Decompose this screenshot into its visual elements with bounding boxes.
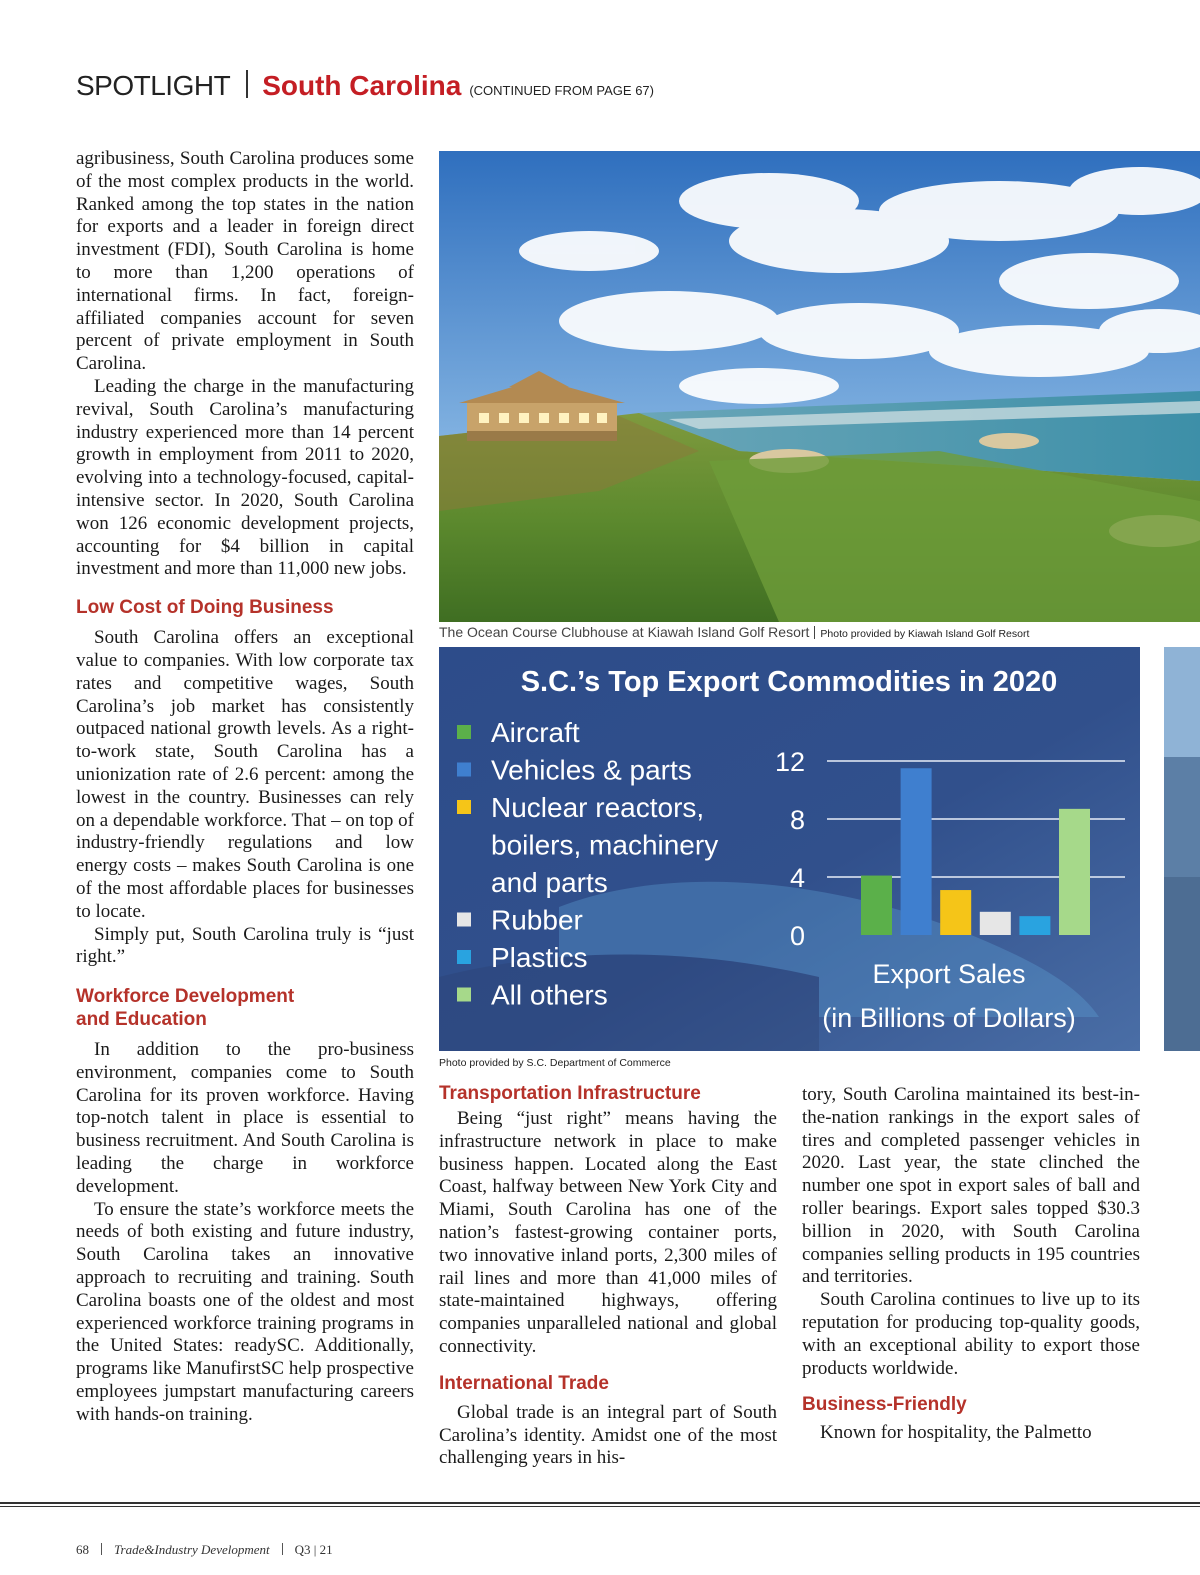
y-tick-label: 4: [789, 863, 805, 893]
bar: [940, 890, 971, 935]
paragraph: Simply put, South Carolina truly is “just right.”: [76, 923, 414, 968]
page-header: [76, 70, 1176, 110]
section-label: SPOTLIGHT: [76, 70, 231, 101]
export-chart-svg: [439, 647, 1140, 1051]
x-axis-label-line2: (in Billions of Dollars): [822, 1003, 1076, 1033]
bar: [980, 912, 1011, 935]
y-tick-label: 12: [774, 747, 805, 777]
page-footer: [76, 1542, 333, 1558]
subhead-line: and Education: [76, 1009, 207, 1031]
legend-label: Vehicles & parts: [491, 754, 692, 786]
paragraph: agribusiness, South Carolina produces some of the most complex products in the world. Ranked among the top states in the nation for exports and a leader in foreign direct investment (FDI), South Carolina is home to more than 1,200 operations of international firms. In fact, foreign-affiliated companies account for seven percent of private employment in South Carolina.: [76, 148, 414, 375]
bar: [1019, 916, 1050, 935]
legend-label: Plastics: [491, 942, 588, 973]
caption-text: The Ocean Course Clubhouse at Kiawah Island Golf Resort: [439, 624, 810, 640]
legend-label: and parts: [491, 867, 608, 898]
page-number: 68: [76, 1542, 89, 1557]
subhead-line: Workforce Development: [76, 986, 295, 1008]
subhead-low-cost: Low Cost of Doing Business: [76, 597, 334, 619]
legend-swatch: [457, 725, 471, 739]
paragraph: South Carolina offers an exceptional value to companies. With low corporate tax rates and competitive wages, South Carolina’s job market has consistently outpaced national growth levels. As a right-to-work state, South Carolina has a unionization rate of 2.6 percent: among the lowest in the country. Businesses can rely on a dependable workforce. That – on top of industry-friendly regulations and low energy costs – makes South Carolina is one of the most affordable places for businesses to locate.: [76, 627, 414, 922]
photo-credit: Photo provided by Kiawah Island Golf Resort: [820, 628, 1030, 640]
legend-label: boilers, machinery: [491, 829, 719, 861]
photo-caption: [439, 624, 1200, 640]
subhead-business-friendly: Business-Friendly: [802, 1394, 967, 1416]
subhead-workforce: [76, 985, 414, 1031]
y-tick-label: 8: [789, 805, 805, 835]
legend-label: Nuclear reactors,: [491, 792, 705, 823]
paragraph: Leading the charge in the manufacturing revival, South Carolina’s manufacturing industry experienced more than 14 percent growth in employment from 2011 to 2020, evolving into a technology-focused, capital-intensive sector. In 2020, South Carolina won 126 economic development projects, accounting for $4 billion in capital investment and more than 11,000 new jobs.: [76, 375, 414, 580]
caption-divider: [814, 626, 815, 639]
x-axis-label-line1: Export Sales: [872, 959, 1026, 989]
bar: [1059, 809, 1090, 935]
y-tick-label: 0: [789, 921, 805, 951]
paragraph: In addition to the pro-business environment, companies come to South Carolina for its proven workforce. Having top-notch talent in place is essential to business recruitment. And South Carolina is leading the charge in workforce development.: [76, 1039, 414, 1197]
legend-label: Rubber: [491, 904, 583, 936]
golf-course-photo: [439, 151, 1200, 622]
paragraph: South Carolina continues to live up to its reputation for producing top-quality goods, with an exceptional ability to export those products worldwide.: [802, 1289, 1140, 1379]
column-middle: [439, 1082, 777, 1470]
legend-swatch: [457, 800, 471, 814]
paragraph: Global trade is an integral part of South Carolina’s identity. Amidst one of the most challenging years in his-: [439, 1401, 777, 1469]
column-right: [802, 1084, 1140, 1445]
subhead-international-trade: International Trade: [439, 1372, 609, 1394]
paragraph: Known for hospitality, the Palmetto: [820, 1422, 1092, 1444]
subhead-transportation: Transportation Infrastructure: [439, 1083, 701, 1104]
state-title: South Carolina: [262, 70, 462, 101]
footer-divider: [282, 1543, 283, 1555]
legend-swatch: [457, 913, 471, 927]
magazine-name: Trade&Industry Development: [114, 1542, 270, 1557]
footer-rule: [0, 1502, 1200, 1504]
paragraph: To ensure the state’s workforce meets the needs of both existing and future industry, South Carolina takes an innovative approach to recruiting and training. South Carolina boasts one of the oldest and most experienced workforce training programs in the United States: readySC. Additionally, programs like ManufirstSC help prospective employees jumpstart manufacturing careers with hands-on training.: [76, 1198, 414, 1425]
paragraph: Being “just right” means having the infrastructure network in place to make business happen. Located along the East Coast, halfway between New York City and Miami, South Carolina has one of the nation’s fastest-growing container ports, two innovative inland ports, 2,300 miles of rail lines and more than 41,000 miles of state-maintained highways, offering companies unparalleled national and global connectivity.: [439, 1108, 777, 1357]
footer-rule: [0, 1506, 1200, 1507]
bar: [861, 876, 892, 935]
legend-label: All others: [491, 979, 608, 1011]
legend-swatch: [457, 950, 471, 964]
continued-note: (CONTINUED FROM PAGE 67): [469, 83, 654, 98]
footer-divider: [101, 1543, 102, 1555]
paragraph: tory, South Carolina maintained its best-in-the-nation rankings in the export sales of tires and completed passenger vehicles in 2020. Last year, the state clinched the number one spot in export sales of ball and roller bearings. Export sales topped $30.3 billion in 2020, with South Carolina companies selling products in 195 countries and territories.: [802, 1084, 1140, 1288]
photo-edge: [1164, 647, 1200, 1051]
header-divider: [246, 70, 248, 98]
legend-swatch: [457, 988, 471, 1002]
chart-title: S.C.’s Top Export Commodities in 2020: [520, 666, 1058, 698]
issue-label: Q3 | 21: [294, 1542, 333, 1557]
legend-label: Aircraft: [491, 717, 580, 748]
bar: [901, 768, 932, 935]
column-left: [76, 148, 414, 1427]
export-chart: [439, 647, 1140, 1051]
chart-credit: Photo provided by S.C. Department of Commerce: [439, 1057, 671, 1069]
legend-swatch: [457, 763, 471, 777]
